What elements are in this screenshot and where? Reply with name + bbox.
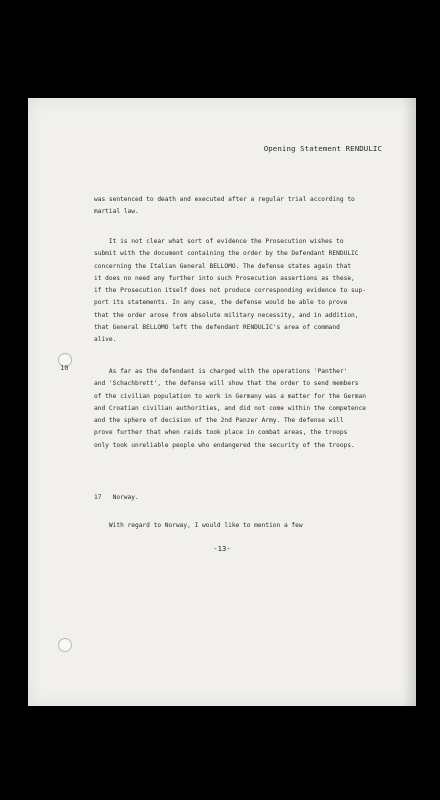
text-line: that the order arose from absolute military necessity, and in addition, — [94, 311, 359, 319]
margin-mark: 10 — [60, 364, 69, 372]
text-line: of the civilian population to work in Germany was a matter for the German — [94, 392, 366, 400]
text-line: 17 Norway. — [94, 494, 139, 501]
section-heading-norway — [94, 492, 394, 504]
paragraph-5 — [94, 520, 394, 532]
paragraph-2 — [94, 236, 394, 347]
text-line: With regard to Norway, I would like to mention a few — [94, 522, 303, 529]
text-line: prove further that when raids took place in combat areas, the troops — [94, 429, 348, 437]
text-line: was sentenced to death and executed after a regular trial according to — [94, 196, 355, 203]
page-header: Opening Statement RENDULIC — [263, 144, 382, 153]
text-line: alive. — [94, 336, 117, 344]
page-edge-shadow — [402, 98, 416, 706]
text-line: and 'Schachbrett', the defense will show that the order to send members — [94, 380, 359, 388]
page-number: -13- — [213, 544, 231, 553]
document-page — [28, 98, 416, 706]
paragraph-1 — [94, 194, 394, 219]
text-line: It is not clear what sort of evidence the Prosecution wishes to — [94, 238, 344, 245]
text-line: concerning the Italian General BELLOMO. The defense states again that — [94, 262, 352, 270]
text-line: martial law. — [94, 208, 139, 216]
text-line: submit with the document containing the order by the Defendant RENDULIC — [94, 250, 359, 258]
text-line: only took unreliable people who endangered the security of the troops. — [94, 441, 355, 449]
text-line: and Croatian civilian authorities, and did not come within the competence — [94, 404, 366, 412]
text-line: it does no need any further into such Prosecution assertions as these, — [94, 274, 355, 282]
text-line: As far as the defendant is charged with the operations 'Panther' — [94, 368, 348, 375]
text-line: that General BELLOMO left the defendant RENDULIC's area of command — [94, 324, 340, 332]
punch-hole — [58, 638, 72, 652]
text-line: if the Prosecution itself does not produce corresponding evidence to sup- — [94, 287, 366, 295]
paragraph-3 — [94, 366, 394, 452]
text-line: and the sphere of decision of the 2nd Panzer Army. The defense will — [94, 417, 344, 425]
text-line: port its statements. In any case, the defense would be able to prove — [94, 299, 348, 307]
